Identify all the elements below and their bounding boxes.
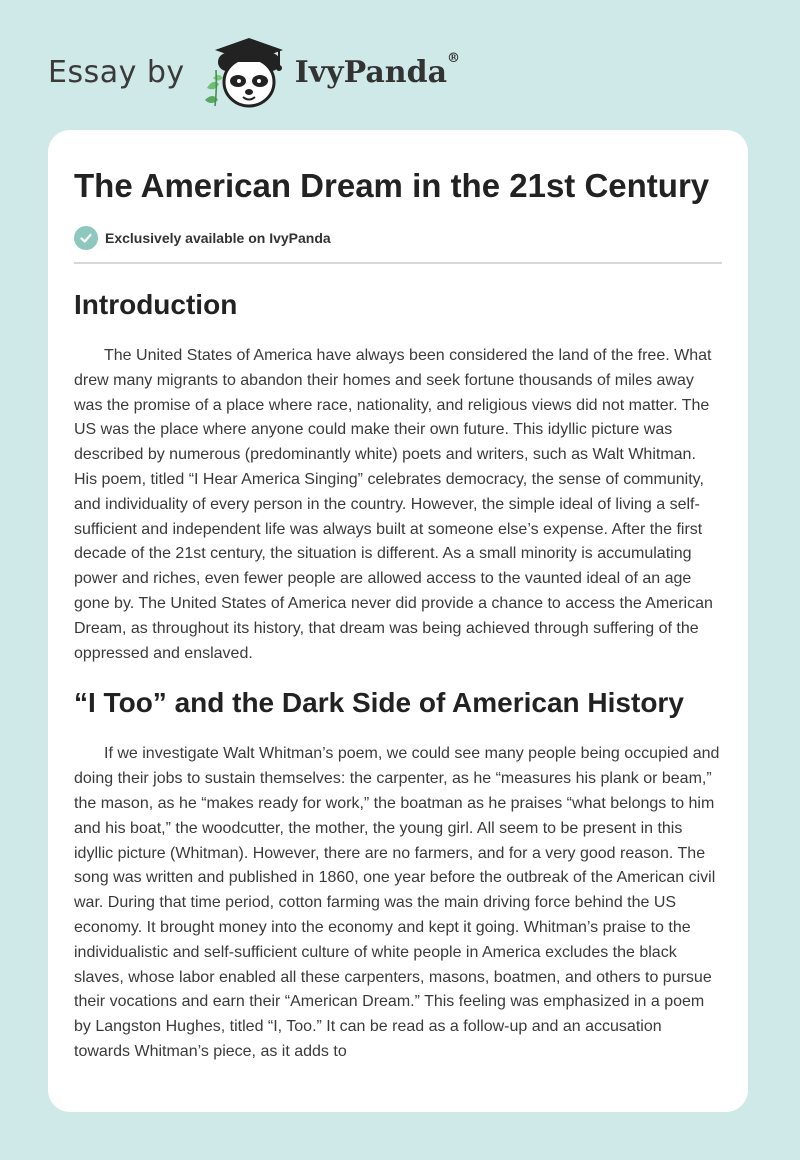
section-paragraph: If we investigate Walt Whitman’s poem, we could see many people being occupied and doing their jobs to sustain themselves: the carpenter, as he “measures his plank or beam,” the mason, as he “makes ready for work,” the boatman as he praises “what belongs to him and his boat,” the woodcutter, the mother, the young girl. All seem to be present in this idyllic picture (Whitman). However, there are no farmers, and for a very good reason. The song was written and published in 1860, one year before the outbreak of the American civil war. During that time period, cotton farming was the main driving force behind the US economy. It brought money into the economy and kept it going. Whitman’s praise to the individualistic and self-sufficient culture of white people in America excludes the black slaves, whose labor enabled all these carpenters, masons, boatmen, and others to pursue their vocations and earn their “American Dream.” This feeling was emphasized in a poem by Langston Hughes, titled “I, Too.” It can be read as a follow-up and an accusation towards Whitman’s piece, as it adds to (74, 745, 720, 1060)
section-paragraph: The United States of America have always been considered the land of the free. What drew many migrants to abandon their homes and seek fortune thousands of miles away was the promise of a place where race, nationality, and religious views did not matter. The US was the place where anyone could make their own future. This idyllic picture was described by numerous (predominantly white) poets and writers, such as Walt Whitman. His poem, titled “I Hear America Singing” celebrates democracy, the sense of community, and individuality of every person in the country. However, the simple ideal of living a self-sufficient and independent life was always built at someone else’s expense. After the first decade of the 21st century, the situation is different. As a small minority is accumulating power and riches, even fewer people are allowed access to the vaunted ideal of an age gone by. The United States of America never did provide a chance to access the American Dream, as throughout its history, that dream was being achieved through suffering of the oppressed and enslaved. (74, 347, 713, 662)
essay-card (48, 130, 748, 1112)
brand-name: IvyPanda® (294, 50, 461, 90)
check-circle-icon (74, 226, 98, 250)
divider (74, 262, 722, 264)
panda-logo-icon (199, 32, 291, 112)
exclusive-badge (74, 226, 722, 250)
brand-header (48, 32, 460, 112)
brand-prefix: Essay by (48, 54, 185, 90)
section-heading-introduction: Introduction (74, 289, 238, 320)
section-heading-i-too: “I Too” and the Dark Side of American History (74, 687, 684, 719)
essay-title: The American Dream in the 21st Century (74, 167, 710, 204)
badge-text: Exclusively available on IvyPanda (105, 230, 331, 246)
